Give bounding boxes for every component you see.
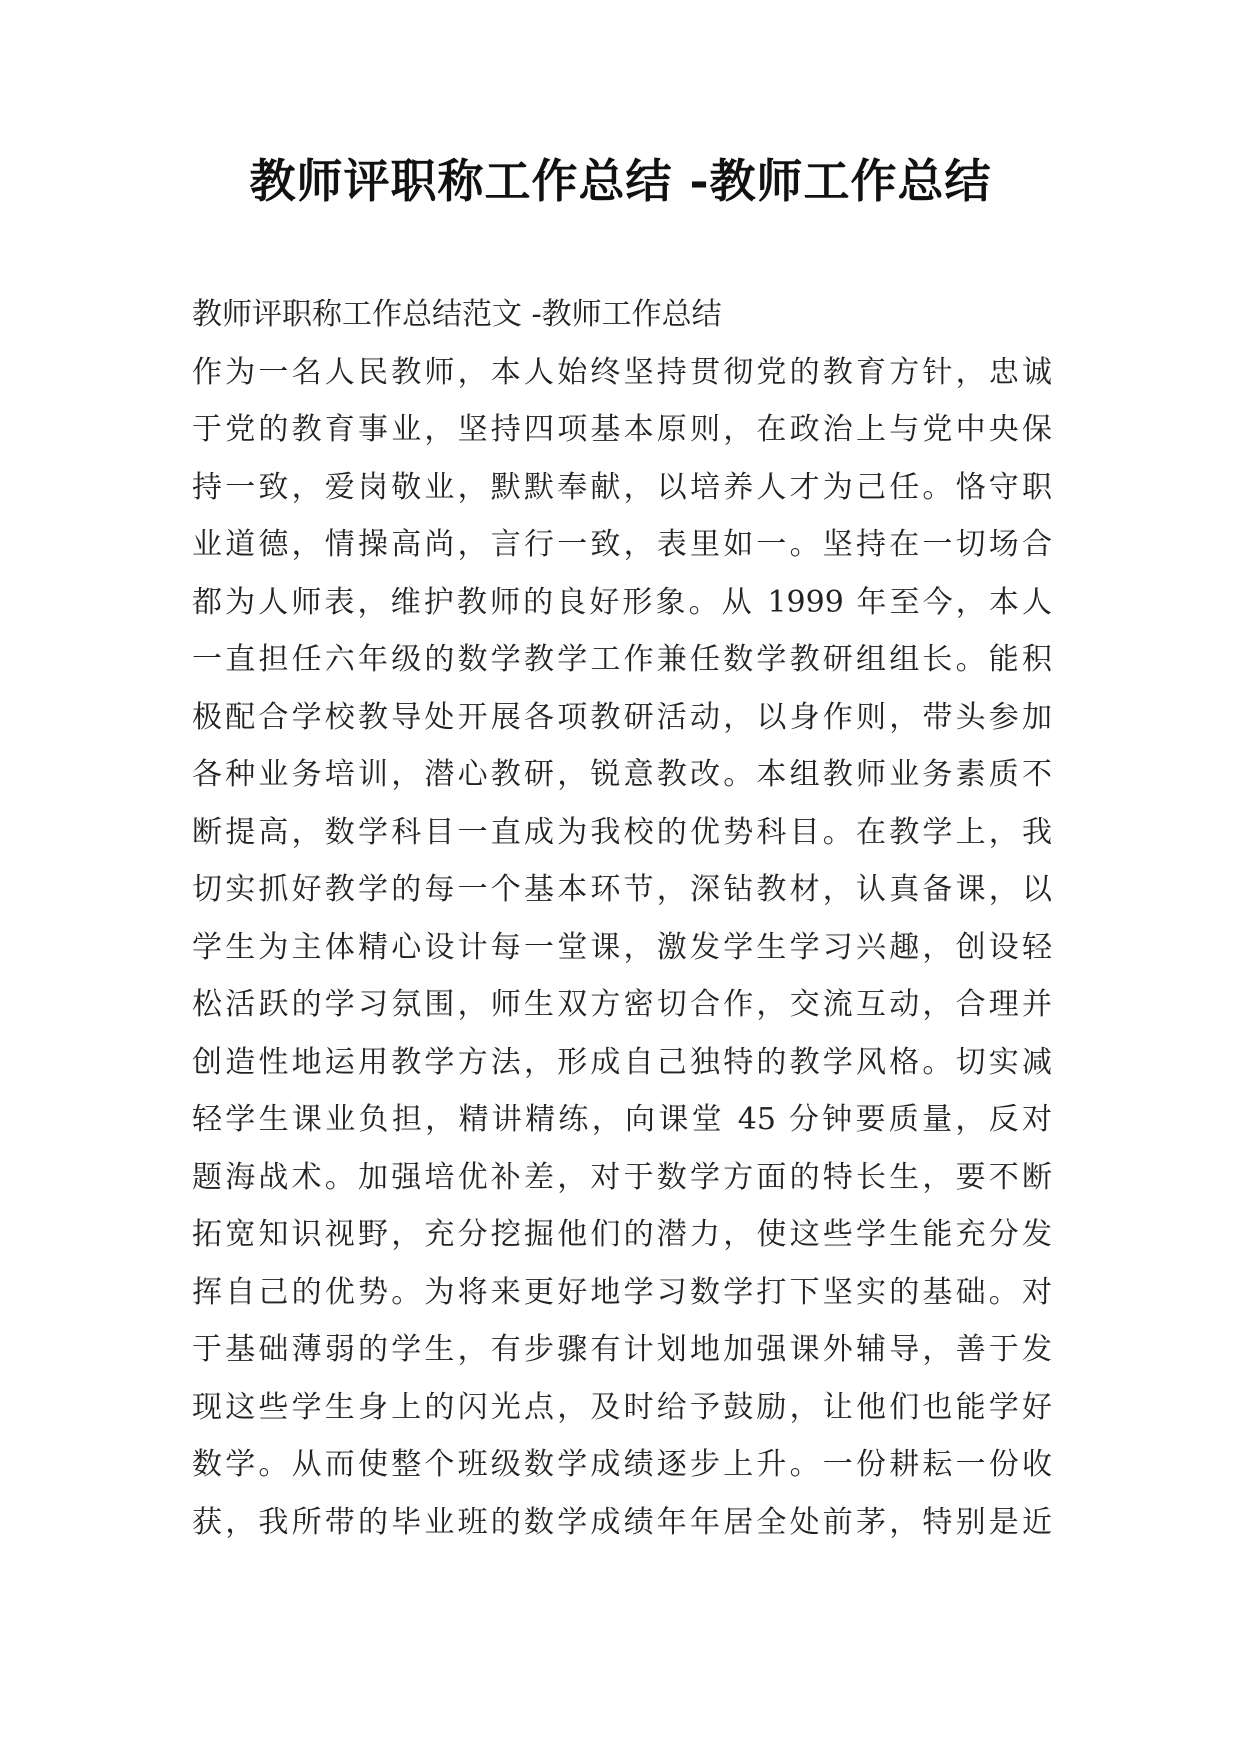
body-line: 获，我所带的毕业班的数学成绩年年居全处前茅，特别是近 — [192, 1504, 1052, 1540]
body-line: 持一致，爱岗敬业，默默奉献，以培养人才为己任。恪守职 — [192, 469, 1052, 505]
body-line: 于党的教育事业，坚持四项基本原则，在政治上与党中央保 — [192, 412, 1052, 447]
body-line: 拓宽知识视野，充分挖掘他们的潜力，使这些学生能充分发 — [192, 1217, 1052, 1252]
body-line: 于基础薄弱的学生，有步骤有计划地加强课外辅导，善于发 — [192, 1332, 1052, 1367]
body-line: 一直担任六年级的数学教学工作兼任数学教研组组长。能积 — [192, 642, 1052, 677]
body-line: 都为人师表，维护教师的良好形象。从 1999 年至今，本人 — [192, 584, 1052, 620]
body-line: 现这些学生身上的闪光点，及时给予鼓励，让他们也能学好 — [192, 1389, 1052, 1425]
document-body — [192, 286, 1052, 1551]
body-line: 挥自己的优势。为将来更好地学习数学打下坚实的基础。对 — [192, 1274, 1052, 1310]
body-line: 轻学生课业负担，精讲精练，向课堂 45 分钟要质量，反对 — [192, 1102, 1052, 1137]
body-line: 业道德，情操高尚，言行一致，表里如一。坚持在一切场合 — [192, 527, 1052, 562]
body-line: 创造性地运用教学方法，形成自己独特的教学风格。切实减 — [192, 1044, 1052, 1080]
body-line: 学生为主体精心设计每一堂课，激发学生学习兴趣，创设轻 — [192, 929, 1052, 965]
body-line: 极配合学校教导处开展各项教研活动，以身作则，带头参加 — [192, 699, 1052, 735]
body-line: 数学。从而使整个班级数学成绩逐步上升。一份耕耘一份收 — [192, 1447, 1052, 1482]
body-line: 作为一名人民教师，本人始终坚持贯彻党的教育方针，忠诚 — [192, 354, 1052, 390]
document-subtitle: 教师评职称工作总结范文 -教师工作总结 — [192, 297, 722, 332]
body-line: 断提高，数学科目一直成为我校的优势科目。在教学上，我 — [192, 814, 1052, 850]
document-title: 教师评职称工作总结 -教师工作总结 — [249, 154, 992, 208]
body-line: 切实抓好教学的每一个基本环节，深钻教材，认真备课，以 — [192, 872, 1052, 907]
body-line: 各种业务培训，潜心教研，锐意教改。本组教师业务素质不 — [192, 757, 1052, 792]
body-line: 松活跃的学习氛围，师生双方密切合作，交流互动，合理并 — [192, 987, 1052, 1022]
body-line: 题海战术。加强培优补差，对于数学方面的特长生，要不断 — [192, 1159, 1052, 1195]
